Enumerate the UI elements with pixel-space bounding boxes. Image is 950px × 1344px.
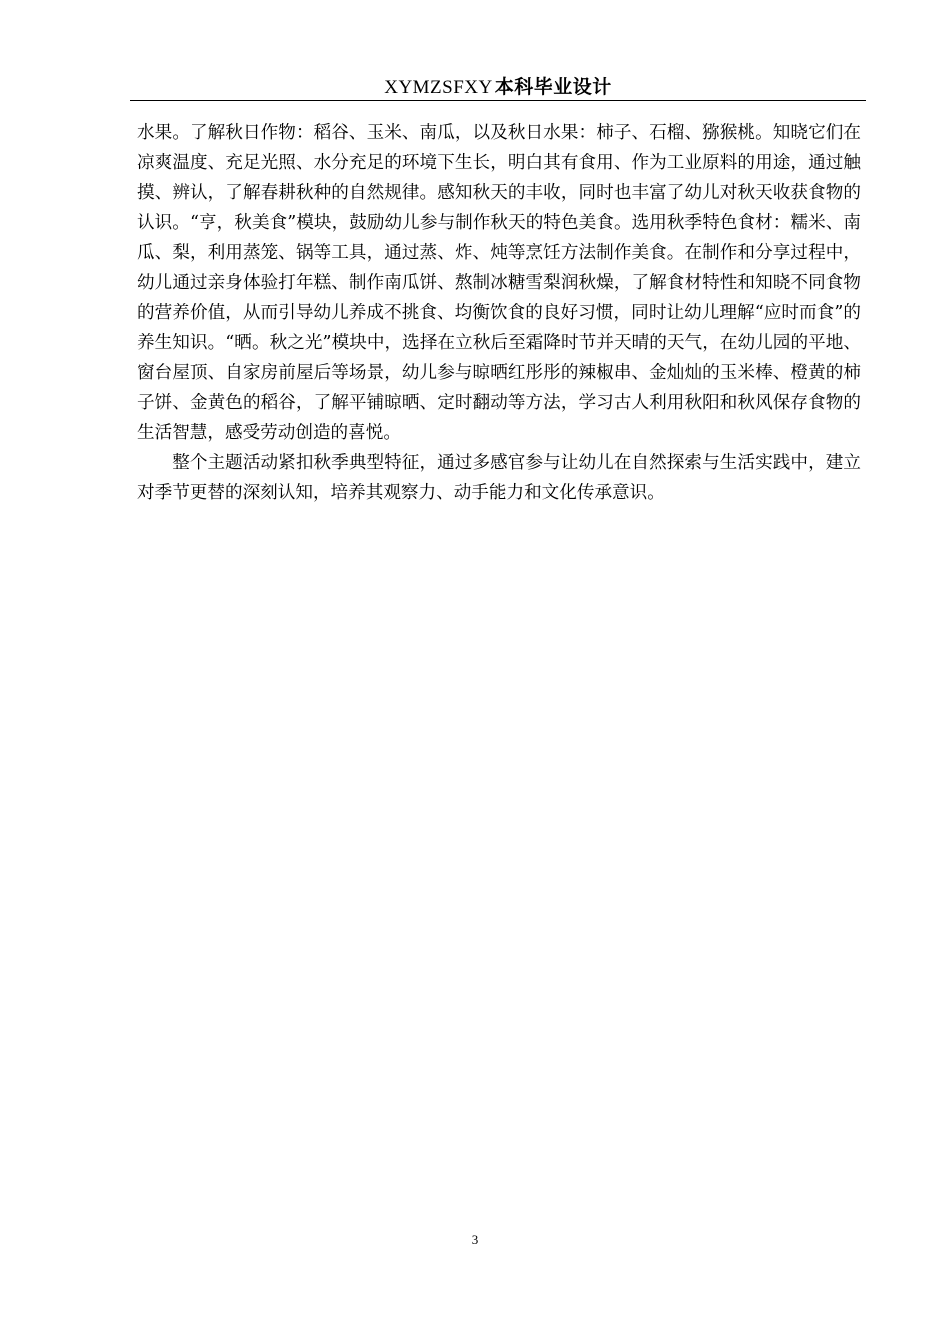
body-paragraph-2: 整个主题活动紧扣秋季典型特征，通过多感官参与让幼儿在自然探索与生活实践中，建立对季节更替的深刻认知，培养其观察力、动手能力和文化传承意识。 [137,453,861,503]
page-header [130,74,866,100]
page-number: 3 [471,1232,479,1247]
header-title-chinese: 本科毕业设计 [494,76,612,98]
body-paragraph-1: 水果。了解秋日作物：稻谷、玉米、南瓜，以及秋日水果：柿子、石榴、猕猴桃。知晓它们在凉爽温度、充足光照、水分充足的环境下生长，明白其有食用、作为工业原料的用途，通过触摸、辨认，了解春耕秋种的自然规律。感知秋天的丰收，同时也丰富了幼儿对秋天收获食物的认识。“亨，秋美食”模块，鼓励幼儿参与制作秋天的特色美食。选用秋季特色食材：糯米、南瓜、梨，利用蒸笼、锅等工具，通过蒸、炸、炖等烹饪方法制作美食。在制作和分享过程中，幼儿通过亲身体验打年糕、制作南瓜饼、熬制冰糖雪梨润秋燥，了解食材特性和知晓不同食物的营养价值，从而引导幼儿养成不挑食、均衡饮食的良好习惯，同时让幼儿理解“应时而食”的养生知识。“晒。秋之光”模块中，选择在立秋后至霜降时节并天晴的天气，在幼儿园的平地、窗台屋顶、自家房前屋后等场景，幼儿参与晾晒红彤彤的辣椒串、金灿灿的玉米棒、橙黄的柿子饼、金黄色的稻谷，了解平铺晾晒、定时翻动等方法，学习古人利用秋阳和秋风保存食物的生活智慧，感受劳动创造的喜悦。 [137,123,861,443]
header-divider [130,100,866,101]
document-body [137,118,861,508]
header-title-latin: XYMZSFXY [384,77,493,98]
